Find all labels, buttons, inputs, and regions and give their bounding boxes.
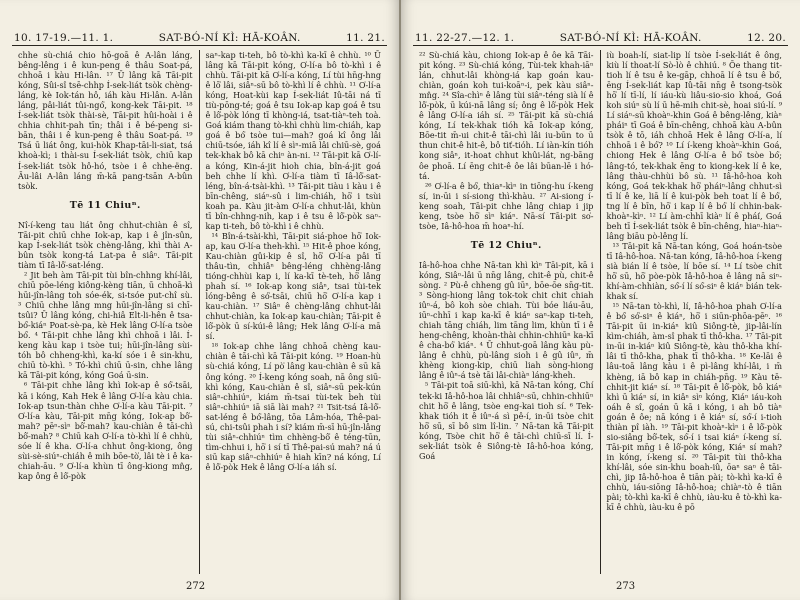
running-header — [14, 28, 385, 44]
paragraph: ¹⁵ Nā-tan tò-khì, lí, Iâ-hô-hoa phah O͘-lí-a ê bó͘ só͘-siⁿ ê kiáⁿ, hō͘ i siūn-phōa-pēⁿ. ¹⁶ Tāi-pit ūi in-kiáⁿ kiû Siông-tè, jip-lâi-lín kìm-chiáh, àm-sî phak tī thô-kha. ¹⁷ Tāi-pit in-ūi in-kiáⁿ kiû Siông-tè, kàu thô-kha khí-lâi tī thô-kha, phak tī thô-kha. ¹⁸ Ke-lāi ê lâu-toā lâng kàu i ê pì-lâng khí-lâi, i m̄ khèng, iā bô kap in chiáh-pn̄g. ¹⁹ Kàu tē-chhit-jit kiáⁿ sí. ¹⁸ Tāi-pit ê lô͘-pòk, bô kiáⁿ khì ū kiáⁿ sí, in kiâⁿ sìⁿ kóng, Kiáⁿ iáu-koh oáh ê sî, goán ū kā i kóng, i ah bô tiàⁿ goán ê ôe; nā kóng i ê kiáⁿ sí, só͘-í i-tioh thiàn pî iàh. ¹⁹ Tāi-pit khoàⁿ-kìⁿ i ê lô͘-pòk sio-siâng bô͘-tek, só͘-í i tsai kiáⁿ í-keng sí. Tāi-pit mn̄g i ê lô͘-pòk kóng, Kiáⁿ sí mah? in kóng, í-keng sí. ²⁰ Tāi-pit tùi thô-kha khí-lâi, sóe sin-khu boah-iû, ōaⁿ saⁿ ê tāi-chì, jip Iâ-hô-hoa ê tiān pài; tò-khì ka-kī ê chhù, iáu-siōng Iâ-hô-hoa; chiàⁿ-tò ê tiān pài; tò-khì ka-kī ê chhù, iàu-ku ê tò-khì ka-kī ê chhù, iàu-ku ê pō — [606, 301, 782, 513]
right-page — [401, 0, 800, 600]
text-columns — [413, 50, 788, 574]
paragraph: ¹⁴ Bîn-á-tsài-khì, Tāi-pit siá-phoe hō͘ Iok-ap, kau O͘-lí-a theh-khì. ¹⁵ Hit-ê phoe kóng, Kau-chiàn gûi-kip ê sî, hō͘ O͘-lí-a pâi tī thâu-tìn, chhiâⁿ bêng-léng chhèng-lâng tióng-chhùi kap i, lí ka-kī tè-teh, hō͘ lâng phah sí. ¹⁶ Iok-ap kong siâⁿ, tsai tùi-tek lóng-bêng ê só͘-tsāi, chiū hō͘ O͘-lí-a kap i kau-chiàn. ¹⁷ Siâⁿ ê chèng-lâng chhut-lâi chhut-chiàn, ka Iok-ap kau-chiàn; Tāi-pit ê lô͘-pòk ū sí-kúi-ê lâng; Hek lâng O͘-lí-a mā sí. — [205, 230, 381, 342]
paragraph: ⁵ Tāi-pit toā siū-khì, kā Nā-tan kóng, Chí tek-ki Iâ-hô-hoa lâi chhiâⁿ-sū, chhin-chhiūⁿ chit hō͘ ê lâng, tsòe eng-kai tioh sí. ⁶ Tek-khak tióh it ê iûⁿ-á sì pê-í, in-ūi tsòe chit hō͘ sū, sī bô sim lî-lin. ⁷ Nā-tan kā Tāi-pit kóng, Tsòe chit hō͘ ê tāi-chì chiū-sī lí. Í-sek-liát tsòk ê Siông-tè Iâ-hô-hoa kóng, Goá — [419, 380, 594, 461]
paragraph: Iâ-hô-hoa chhe Nā-tan khì kìⁿ Tāi-pit, kā i kóng, Siâⁿ-lâi ū nn̄g lâng, chit-ê pù, chit-ê sòng. ² Pù-ê chheng gû iūⁿ, bōe-ōe sn̄g-tit. ³ Sòng-hiong lâng tok-tok chit chit chiah iûⁿ-á, bô koh sòe chiah. Tùi bóe liáu-āu, iūⁿ-chhī i kap ka-kī ê kiáⁿ saⁿ-kap ti-teh, chiah tāng chiáh, lim tāng lim, khùn tī i ê heng-chêng, khoàn-thài chhin-chhiūⁿ ka-kī ê cha-bó͘ kiáⁿ. ⁴ Ū chhut-goā lâng kàu pù-lâng ê chhù, pù-lâng sioh i ê gû iûⁿ, m̄ khèng kiong-kip, chiū liah sòng-hiong lâng ê iûⁿ-á tsè tāi lâi-chiàⁿ láng-kheh. — [419, 259, 594, 381]
header-verse-ref: 11. 22-27.—12. 1. — [415, 32, 515, 44]
header-rule — [413, 45, 788, 46]
paragraph: saⁿ-kap ti-teh, bô tò-khì ka-kī ê chhù. ¹⁰ Ū lâng kā Tāi-pit kóng, O͘-lí-a bô tò-khì i ê chhù. Tāi-pit kā O͘-lí-a kóng, Lí tùi hn̄g-hng ê lō͘ lâi, siâⁿ-sū bô tò-khì lí ê chhù. ¹¹ O͘-lí-a kóng, Hoat-kùi kap Í-sek-liát Iû-tāi ná tī tiù-pōng-té; goá ê tsu Iok-ap kap goá ê tsu ê lô͘-pòk lóng tī khòng-iá, tsat-tiàⁿ-teh toà. Goá kiám thang tò-khì chhù lim-chiáh, kap goá ê bó͘ tsòe tui—mah? goá kî ông lâi chiū-tsóe, iáh kî lí ê sìⁿ-miā lâi chiū-sè, goá tek-khak bô kā chiⁿ àn-ni. ¹² Tāi-pit kā O͘-lí-a kóng, Kin-á-jit hioh chia, bîn-á-jit goá beh chhe lí khì. O͘-lí-a tiàm tī Iâ-lô͘-sat-léng, bîn-á-tsài-khì. ¹³ Tāi-pit tiàu i kàu i ê bīn-chêng, siáⁿ-sû i lim-chiáh, hō͘ i tsùi koah pa. Kàu jit-àm O͘-lí-a chhut-lâi, khùn tī bîn-chhng-nih, kap i ê tsu ê lô͘-pòk saⁿ-kap ti-teh, bô tò-khì i ê chhù. — [205, 50, 381, 231]
chapter-heading: Tē 12 Chiuⁿ. — [470, 239, 542, 251]
left-page — [0, 0, 399, 600]
chapter-heading: Tē 11 Chiuⁿ. — [69, 199, 141, 211]
header-book-title: SAT-BÓ-NÍ KÌ: HĀ-KOÂN. — [158, 32, 301, 44]
paragraph: ¹⁸ Iok-ap chhe lâng chhoā chèng kau-chiàn ê tāi-chì kā Tāi-pit kóng. ¹⁹ Hoan-hù sù-chiá kóng, Lí pò͘ lâng kau-chiàn ê sū kā ông kóng. ²⁰ Í-keng kóng soah, nā ông siū-khì kóng, Kau-chiàn ê sî, siâⁿ-sū pek-kún siâⁿ-chhiúⁿ, kiám m̄-tsai tùi-tek beh tùi siâⁿ-chhiúⁿ iā siā lài mah? ²¹ Tsit-tsá Iâ-lô͘-sat-léng ê bó͘-lâng, tōa Lâm-hóa, Thê-pai-sú, chi-tsûi phah i sí? kiám m̄-sī hū-jîn-lâng tùi siâⁿ-chhiúⁿ tìm chhèng-bô͘ ê téng-tūn, tìm-chhui i, hō͘ i sí tī Thê-pai-sú mah? ná ú siū kap siâⁿ-chhiúⁿ ê hiah kīn? ná kóng, Lí ê lô͘-pòk Hek ê lâng O͘-lí-a iáh sí. — [205, 341, 381, 472]
header-verse-ref: 10. 17-19.—11. 1. — [14, 32, 114, 44]
paragraph: ² Jit beh àm Tāi-pit tùi bîn-chhng khí-lâi, chiū pōe-léng kiông-kèng tiān, ū chhoā-kì hūi-jîn-lâng toh sóe-ék, si-tsóe put-chî sù. ³ Chiū chhe lâng mng hūi-jîn-lâng si chī-tsûi? Ū lâng kóng, chi-hiâ Elt-li-hên ê tsa-bó͘-kiáⁿ Poat-sè-pa, kè Hek lâng O͘-lí-a tsòe bó͘. ⁴ Tāi-pit chhe lâng khì chhoā i lâi. Í-keng kàu kap i tsòe tui; hūi-jîn-lâng sùi-tóh bô chheng-khì, ka-kí sóe i ê sin-khu, chiū tò-khì. ⁵ Tó-khì chiū ū-sin, chhe lâng kā Tāi-pit kóng, kóng Goá ū-sin. — [18, 269, 193, 381]
header-book-title: SAT-BÓ-NÍ KÌ: HĀ-KOÂN. — [559, 32, 702, 44]
running-header — [415, 28, 786, 44]
page-number: 273 — [616, 581, 636, 592]
paragraph: chhe sù-chiá chio hō-goā ê A-lân láng, bêng-lêng i ê kun-peng ê thâu Soat-pá, chhoā i kàu Hi-lân. ¹⁷ Ū lâng kā Tāi-pit kóng, Sûi-sî tsē-chhp Í-sek-liát tsòk chèng-láng, kè Iok-tán hô, iáh kàu Hi-lân. A-lân láng, pâi-liát tûi-ngó͘, kong-kek Tāi-pit. ¹⁸ Í-sek-liát tsòk thài-sè, Tāi-pit hûi-hoài i ê chhia chhit-pah tīn; thâi i ê bé-peng si-bān, thâi i ê kun-peng ê thâu Soat-pá. ¹⁹ Tsá ū liát ông, kui-hòk Khap-tāi-li-siat, tsá khoà-kì; i thài-su Í-sek-liát tsòk, chiū kap Í-sek-liát tsòk hô-hó, tsòe i ê chhe-ëng. Āu-lâi A-lân láng m̄-kā pang-tsān A-bûn tsòk. — [18, 50, 193, 191]
header-verse-ref-right: 12. 20. — [747, 32, 786, 44]
header-verse-ref-right: 11. 21. — [346, 32, 385, 44]
paragraph: ¹³ Tāi-pit kā Nā-tan kóng, Goá hoán-tsòe tī Iâ-hô-hoa. Nā-tan kóng, Iâ-hô-hoa í-keng sià bián lí ê tsòe, lí bōe sí. ¹⁴ Lí tsòe chit hō͘ sū, hō͘ pòe-pòk Iâ-hô-hoa ê lâng nā siⁿ-khí-àm-chhiàn, só͘-í lí só͘-siⁿ ê kiáⁿ bián tek-khak sí. — [606, 240, 782, 302]
text-column-2 — [601, 50, 789, 574]
paragraph: iù boah-lí, siat-lip lí tsòe Í-sek-liát ê ông, kiù lí thoat-lí Sò-lò ê chhiú. ⁸ Ōe thang tit-tioh lí ê tsu ê ke-gāp, chhoā lí ê tsu ê bó͘, ēng Í-sek-liát kap Iû-tāi nn̄g ê tsong-tsòk hō͘ lí tī-lí, lí iáu-kù liâu-sio-sio khoá, Goá koh siúⁿ sù lí ū hē-mih chit-sè, hoai siú-lí. ⁹ Lí siáⁿ-sū khoàⁿ-khin Goá ê bêng-lêng, kiàⁿ pháiⁿ tī Goá ê bīn-chêng, chhoā kàu A-bûn tsòk ê tō, iáh chhoā Hek ê lâng O͘-lí-a, lí chhoā i ê bó͘? ¹⁰ Lí í-keng khoàⁿ-khin Goá, chiong Hek ê lâng O͘-lí-a ê bó͘ tsòe bó͘; lâng-tó, tek-khak ēng to kiong-kek lí ê ke, lâng thàu-chhùi bô sù. ¹¹ Iâ-hô-hoa koh kóng, Goá tek-khak hō͘ pháiⁿ-lâng chhut-sì tī lí ê ke, liā lí ê kui-pòk beh toat lí ê bó͘, tng lí ê bīn, hō͘ i kap lí ê bó͘ lí chhin-bak-khoàⁿ-kìⁿ. ¹² Lí àm-chhī kiàⁿ lí ê phái͘, Goá beh tī Í-sek-liát tsòk ê bīn-chêng, hiaⁿ-hiaⁿ-lâng biāu pò-lêng lí. — [606, 50, 782, 241]
paragraph: ⁶ Tāi-pit chhe lâng khì Iok-ap ê só͘-tsāi, kā i kóng, Kah Hek ê lâng O͘-lí-a kàu chia. Iok-ap tsun-thàn chhe O͘-lí-a kàu Tāi-pit. ⁷ O͘-lí-a kàu, Tāi-pit mn̄g kóng, Iok-ap bô͘-mah? pēⁿ-sìⁿ bô͘-mah? kau-chiàn ê tāi-chì bô͘-mah? ⁸ Chiū kah O͘-lí-a tò-khì lí ê chhù, sóe lí ê kha. O͘-lí-a chhut ông-kiong, ông sùi-sè-siúⁿ-chiáh ê mih bōe-tò͘, lâi tè i ê ka-chiah-āu. ⁹ O͘-lí-a khùn tī ông-kiong mn̂g, kap ông ê lô͘-pòk — [18, 380, 193, 481]
header-rule — [12, 45, 387, 46]
text-columns — [12, 50, 387, 574]
text-column-1 — [413, 50, 601, 574]
paragraph: ²² Sù-chiá kàu, chiong Iok-ap ê ôe kā Tāi-pit kóng. ²³ Sù-chiá kóng, Tùi-tek khah-iāⁿ lán, chhut-lâi khòng-iá kap goán kau-chiàn, goán koh tui-koāⁿ-i, pek kàu siâⁿ-mn̂g. ²⁴ Sîa-chìⁿ ê lâng tùi siâⁿ-téng sià lí ê lô͘-pòk, ū kúi-nā lâng sí; ông ê lô͘-pòk Hek ê lâng O͘-lí-a iáh sí. ²⁵ Tāi-pit kā sù-chiá kóng, Lí tek-khak tióh kā Iok-ap kóng, Bōe-tit m̄-ui chit-ê tāi-chì lâi iu-būn to ū thun chit-ê hit-ê, bô tit͘-tióh. Lí iàn-kín tióh kong siâⁿ, it-hoat chhut khûi-lát, ng-bāng ôe phoā. Lí ēng chit-ê ôe lâi būan-lē i hó-tá. — [419, 50, 594, 181]
page-number: 272 — [186, 581, 206, 592]
text-column-2 — [200, 50, 388, 574]
paragraph: Nî-í-keng tau liát ông chhut-chiàn ê sî, Tāi-pit chiū chhe Iok-ap, kap i ê jîn-sûn, kap Í-sek-liát tsòk chèng-lâng, khì thài A-bûn tsòk kong-tá Lat-pa ê siâⁿ. Tāi-pit tiàm tī Iâ-lô͘-sat-léng. — [18, 219, 193, 270]
text-column-1 — [12, 50, 200, 574]
paragraph: ²⁶ O͘-lí-a ê bó͘, thiaⁿ-kìⁿ in tiōng-hu í-keng sí, in-ūi i sí-siong thì-khàu. ²⁷ Ai-siong í-keng soah, Tāi-pit chhe lâng chiap i jip keng, tsòe hō͘ sìⁿ kiáⁿ. Nā-sí Tāi-pit so͘-tsòe, Iâ-hô-hoa m̄ hoaⁿ-hí. — [419, 180, 594, 231]
